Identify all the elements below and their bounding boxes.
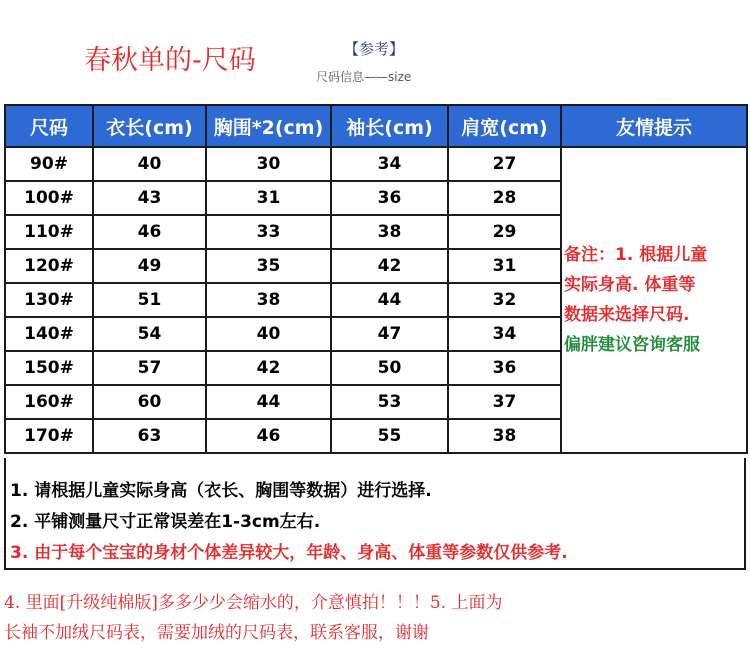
table-cell: 31 [206, 181, 331, 215]
note-line: 3. 由于每个宝宝的身材个体差异较大，年龄、身高、体重等参数仅供参考. [10, 543, 568, 563]
notes-box [4, 458, 746, 570]
table-cell: 49 [93, 249, 206, 283]
column-header: 袖长(cm) [331, 105, 448, 147]
table-cell: 47 [331, 317, 448, 351]
table-cell: 36 [448, 351, 561, 385]
size-chart-table [4, 104, 748, 454]
table-header-row [5, 105, 747, 147]
table-cell: 140# [5, 317, 93, 351]
table-cell: 37 [448, 385, 561, 419]
table-cell: 28 [448, 181, 561, 215]
table-cell: 36 [331, 181, 448, 215]
table-cell: 43 [93, 181, 206, 215]
tip-line: 备注：1. 根据儿童 [564, 245, 708, 265]
table-cell: 30 [206, 147, 331, 181]
table-cell: 57 [93, 351, 206, 385]
tip-line-advice: 偏胖建议咨询客服 [564, 335, 700, 355]
table-cell: 63 [93, 419, 206, 453]
table-cell: 35 [206, 249, 331, 283]
table-cell: 55 [331, 419, 448, 453]
note-line: 2. 平铺测量尺寸正常误差在1-3cm左右. [10, 512, 321, 532]
footer-line: 长袖不加绒尺码表，需要加绒的尺码表，联系客服，谢谢 [4, 623, 429, 643]
table-cell: 44 [206, 385, 331, 419]
table-cell: 110# [5, 215, 93, 249]
table-cell: 160# [5, 385, 93, 419]
table-row [5, 147, 747, 181]
table-cell: 38 [206, 283, 331, 317]
reference-subtitle: 尺码信息——size [316, 70, 412, 84]
table-cell: 46 [206, 419, 331, 453]
table-cell: 32 [448, 283, 561, 317]
table-cell: 60 [93, 385, 206, 419]
table-cell: 31 [448, 249, 561, 283]
table-cell: 38 [331, 215, 448, 249]
column-header: 尺码 [5, 105, 93, 147]
column-header: 衣长(cm) [93, 105, 206, 147]
table-cell: 42 [331, 249, 448, 283]
column-header: 胸围*2(cm) [206, 105, 331, 147]
table-cell: 54 [93, 317, 206, 351]
table-cell: 34 [448, 317, 561, 351]
table-cell: 40 [93, 147, 206, 181]
footer-line: 4. 里面[升级纯棉版]多多少少会缩水的，介意慎拍！！！5. 上面为 [4, 593, 503, 613]
friendly-tip-cell [561, 147, 747, 453]
tip-line: 实际身高. 体重等 [564, 275, 696, 295]
page-title: 春秋单的-尺码 [84, 45, 256, 76]
table-cell: 38 [448, 419, 561, 453]
table-cell: 50 [331, 351, 448, 385]
table-cell: 51 [93, 283, 206, 317]
reference-label: 【参考】 [344, 40, 405, 58]
table-cell: 44 [331, 283, 448, 317]
table-cell: 53 [331, 385, 448, 419]
table-cell: 130# [5, 283, 93, 317]
table-cell: 150# [5, 351, 93, 385]
footer-note [4, 588, 734, 648]
table-cell: 90# [5, 147, 93, 181]
note-line: 1. 请根据儿童实际身高（衣长、胸围等数据）进行选择. [10, 481, 432, 501]
table-cell: 29 [448, 215, 561, 249]
tip-line: 数据来选择尺码. [564, 305, 690, 325]
table-cell: 170# [5, 419, 93, 453]
column-header: 肩宽(cm) [448, 105, 561, 147]
table-cell: 40 [206, 317, 331, 351]
table-cell: 42 [206, 351, 331, 385]
table-cell: 120# [5, 249, 93, 283]
table-cell: 46 [93, 215, 206, 249]
column-header: 友情提示 [561, 105, 747, 147]
table-cell: 27 [448, 147, 561, 181]
table-cell: 100# [5, 181, 93, 215]
table-cell: 33 [206, 215, 331, 249]
table-cell: 34 [331, 147, 448, 181]
